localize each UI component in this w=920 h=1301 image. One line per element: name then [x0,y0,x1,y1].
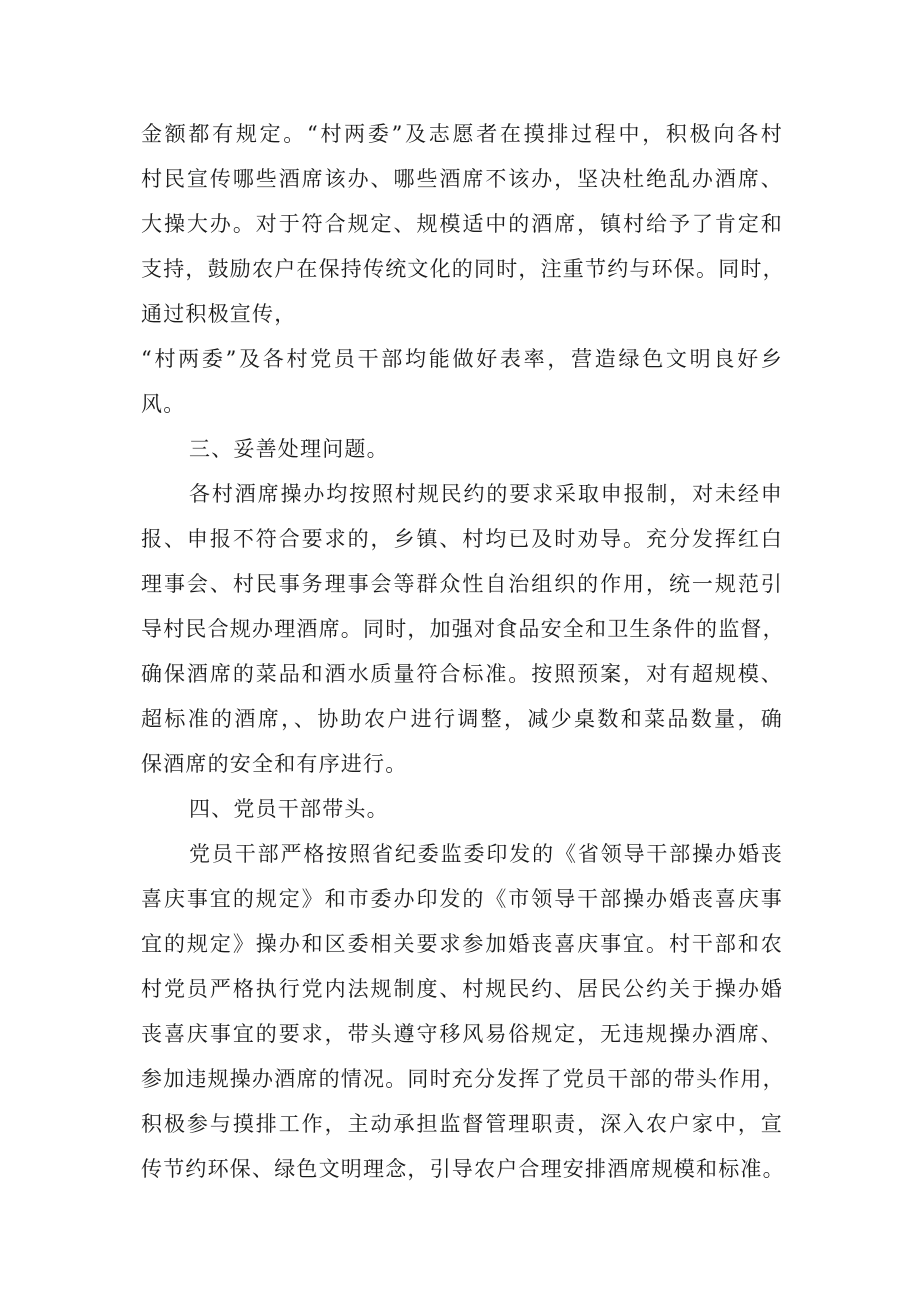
text-line: 风。 [141,392,186,416]
text-line: 大操大办。对于符合规定、规模适中的酒席，镇村给予了肯定和 [141,212,783,236]
text-line: 喜庆事宜的规定》和市委办印发的《市领导干部操办婚丧喜庆事 [141,887,783,911]
text-line: 保酒席的安全和有序进行。 [141,752,408,776]
text-line: 通过积极宣传， [141,302,297,326]
text-line: 参加违规操办酒席的情况。同时充分发挥了党员干部的带头作用， [141,1067,785,1091]
text-line: 党员干部严格按照省纪委监委印发的《省领导干部操办婚丧 [189,842,783,866]
text-line: 导村民合规办理酒席。同时，加强对食品安全和卫生条件的监督， [141,617,785,641]
text-line: 确保酒席的菜品和酒水质量符合标准。按照预案，对有超规模、 [141,662,783,686]
text-line: 报、申报不符合要求的，乡镇、村均已及时劝导。充分发挥红白 [141,527,783,551]
text-line: 村民宣传哪些酒席该办、哪些酒席不该办，坚决杜绝乱办酒席、 [141,167,783,191]
text-line: 超标准的酒席，、协助农户进行调整，减少桌数和菜品数量，确 [141,707,783,731]
text-line: “村两委”及各村党员干部均能做好表率，营造绿色文明良好乡 [141,347,783,371]
text-line: 传节约环保、绿色文明理念，引导农户合理安排酒席规模和标准。 [141,1157,785,1181]
text-line: 丧喜庆事宜的要求，带头遵守移风易俗规定，无违规操办酒席、 [141,1022,783,1046]
text-line: 理事会、村民事务理事会等群众性自治组织的作用，统一规范引 [141,572,783,596]
text-line: 金额都有规定。“村两委”及志愿者在摸排过程中，积极向各村 [141,122,783,146]
text-line: 积极参与摸排工作，主动承担监督管理职责，深入农户家中，宣 [141,1112,783,1136]
text-line: 宜的规定》操办和区委相关要求参加婚丧喜庆事宜。村干部和农 [141,932,783,956]
text-line: 三、妥善处理问题。 [189,437,389,461]
text-line: 各村酒席操办均按照村规民约的要求采取申报制，对未经申 [189,482,783,506]
text-line: 四、党员干部带头。 [189,797,389,821]
text-line: 村党员严格执行党内法规制度、村规民约、居民公约关于操办婚 [141,977,783,1001]
text-line: 支持，鼓励农户在保持传统文化的同时，注重节约与环保。同时， [141,257,785,281]
document-body [141,112,783,1192]
